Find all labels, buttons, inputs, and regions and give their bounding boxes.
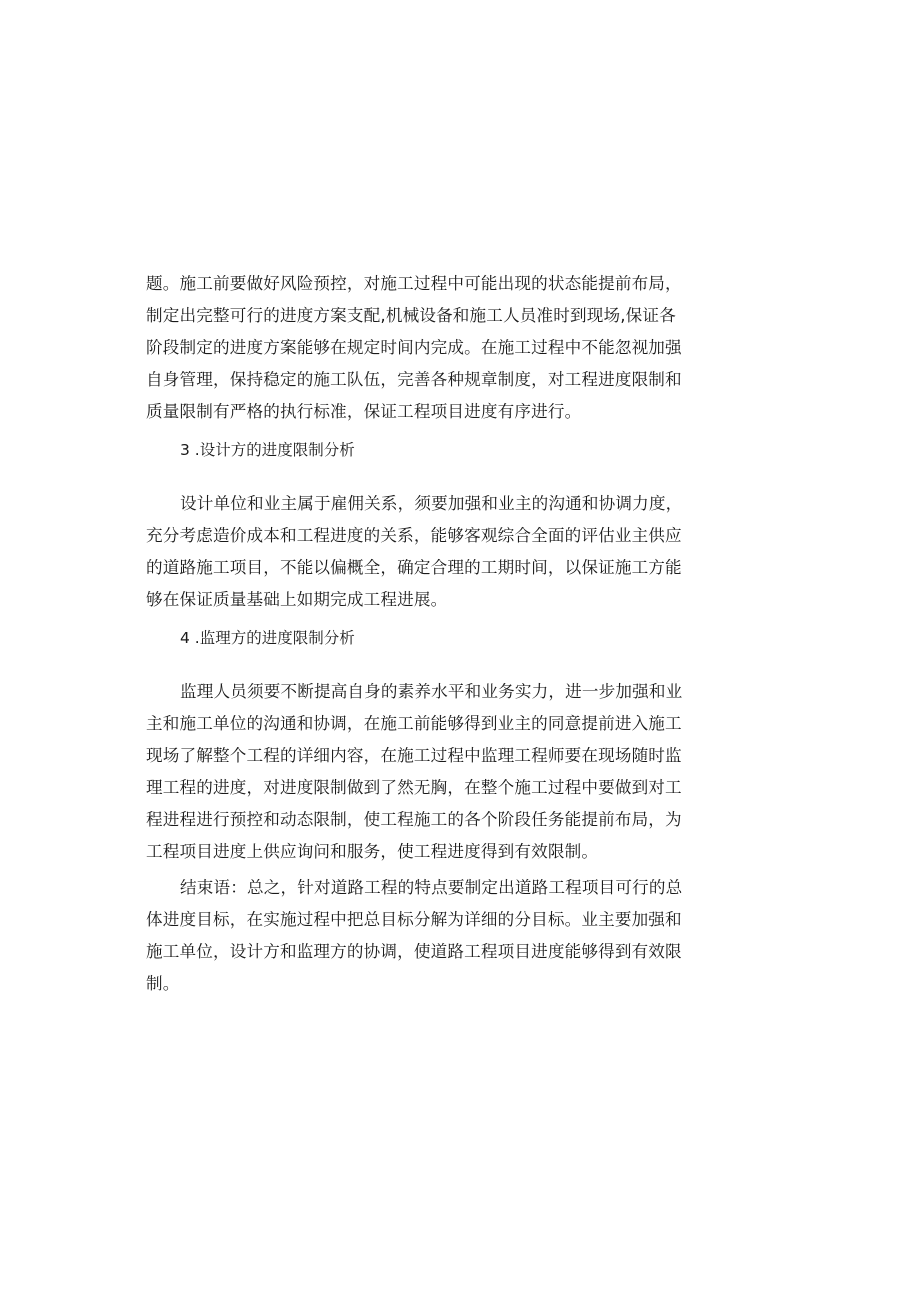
text-line: 自身管理，保持稳定的施工队伍，完善各种规章制度，对工程进度限制和	[146, 370, 682, 389]
section-heading-designer: 3 .设计方的进度限制分析	[180, 441, 355, 459]
text-line: 制。	[146, 974, 180, 993]
text-line: 程进程进行预控和动态限制，使工程施工的各个阶段任务能提前布局，为	[146, 810, 682, 829]
text-line: 题。施工前要做好风险预控，对施工过程中可能出现的状态能提前布局，	[146, 274, 682, 293]
text-line: 工程项目进度上供应询问和服务，使工程进度得到有效限制。	[146, 842, 599, 861]
document-body	[146, 268, 694, 1000]
paragraph-risk-control	[146, 268, 694, 428]
text-line: 充分考虑造价成本和工程进度的关系，能够客观综合全面的评估业主供应	[146, 526, 682, 545]
text-line: 体进度目标，在实施过程中把总目标分解为详细的分目标。业主要加强和	[146, 910, 682, 929]
text-line: 结束语：总之，针对道路工程的特点要制定出道路工程项目可行的总	[180, 878, 683, 897]
text-line: 的道路施工项目，不能以偏概全，确定合理的工期时间，以保证施工方能	[146, 558, 682, 577]
text-line: 理工程的进度，对进度限制做到了然无胸，在整个施工过程中要做到对工	[146, 778, 682, 797]
text-line: 设计单位和业主属于雇佣关系，须要加强和业主的沟通和协调力度，	[180, 494, 683, 513]
paragraph-conclusion	[146, 872, 694, 1000]
text-line: 现场了解整个工程的详细内容，在施工过程中监理工程师要在现场随时监	[146, 746, 682, 765]
paragraph-supervisor	[146, 676, 694, 868]
text-line: 阶段制定的进度方案能够在规定时间内完成。在施工过程中不能忽视加强	[146, 338, 682, 357]
text-line: 质量限制有严格的执行标准，保证工程项目进度有序进行。	[146, 402, 582, 421]
text-line: 够在保证质量基础上如期完成工程进展。	[146, 590, 448, 609]
text-line: 施工单位，设计方和监理方的协调，使道路工程项目进度能够得到有效限	[146, 942, 682, 961]
section-heading-supervisor: 4 .监理方的进度限制分析	[180, 629, 355, 647]
text-line: 监理人员须要不断提高自身的素养水平和业务实力，进一步加强和业	[180, 682, 683, 701]
text-line: 制定出完整可行的进度方案支配,机械设备和施工人员准时到现场,保证各	[146, 306, 676, 325]
paragraph-designer	[146, 488, 694, 616]
text-line: 主和施工单位的沟通和协调，在施工前能够得到业主的同意提前进入施工	[146, 714, 682, 733]
